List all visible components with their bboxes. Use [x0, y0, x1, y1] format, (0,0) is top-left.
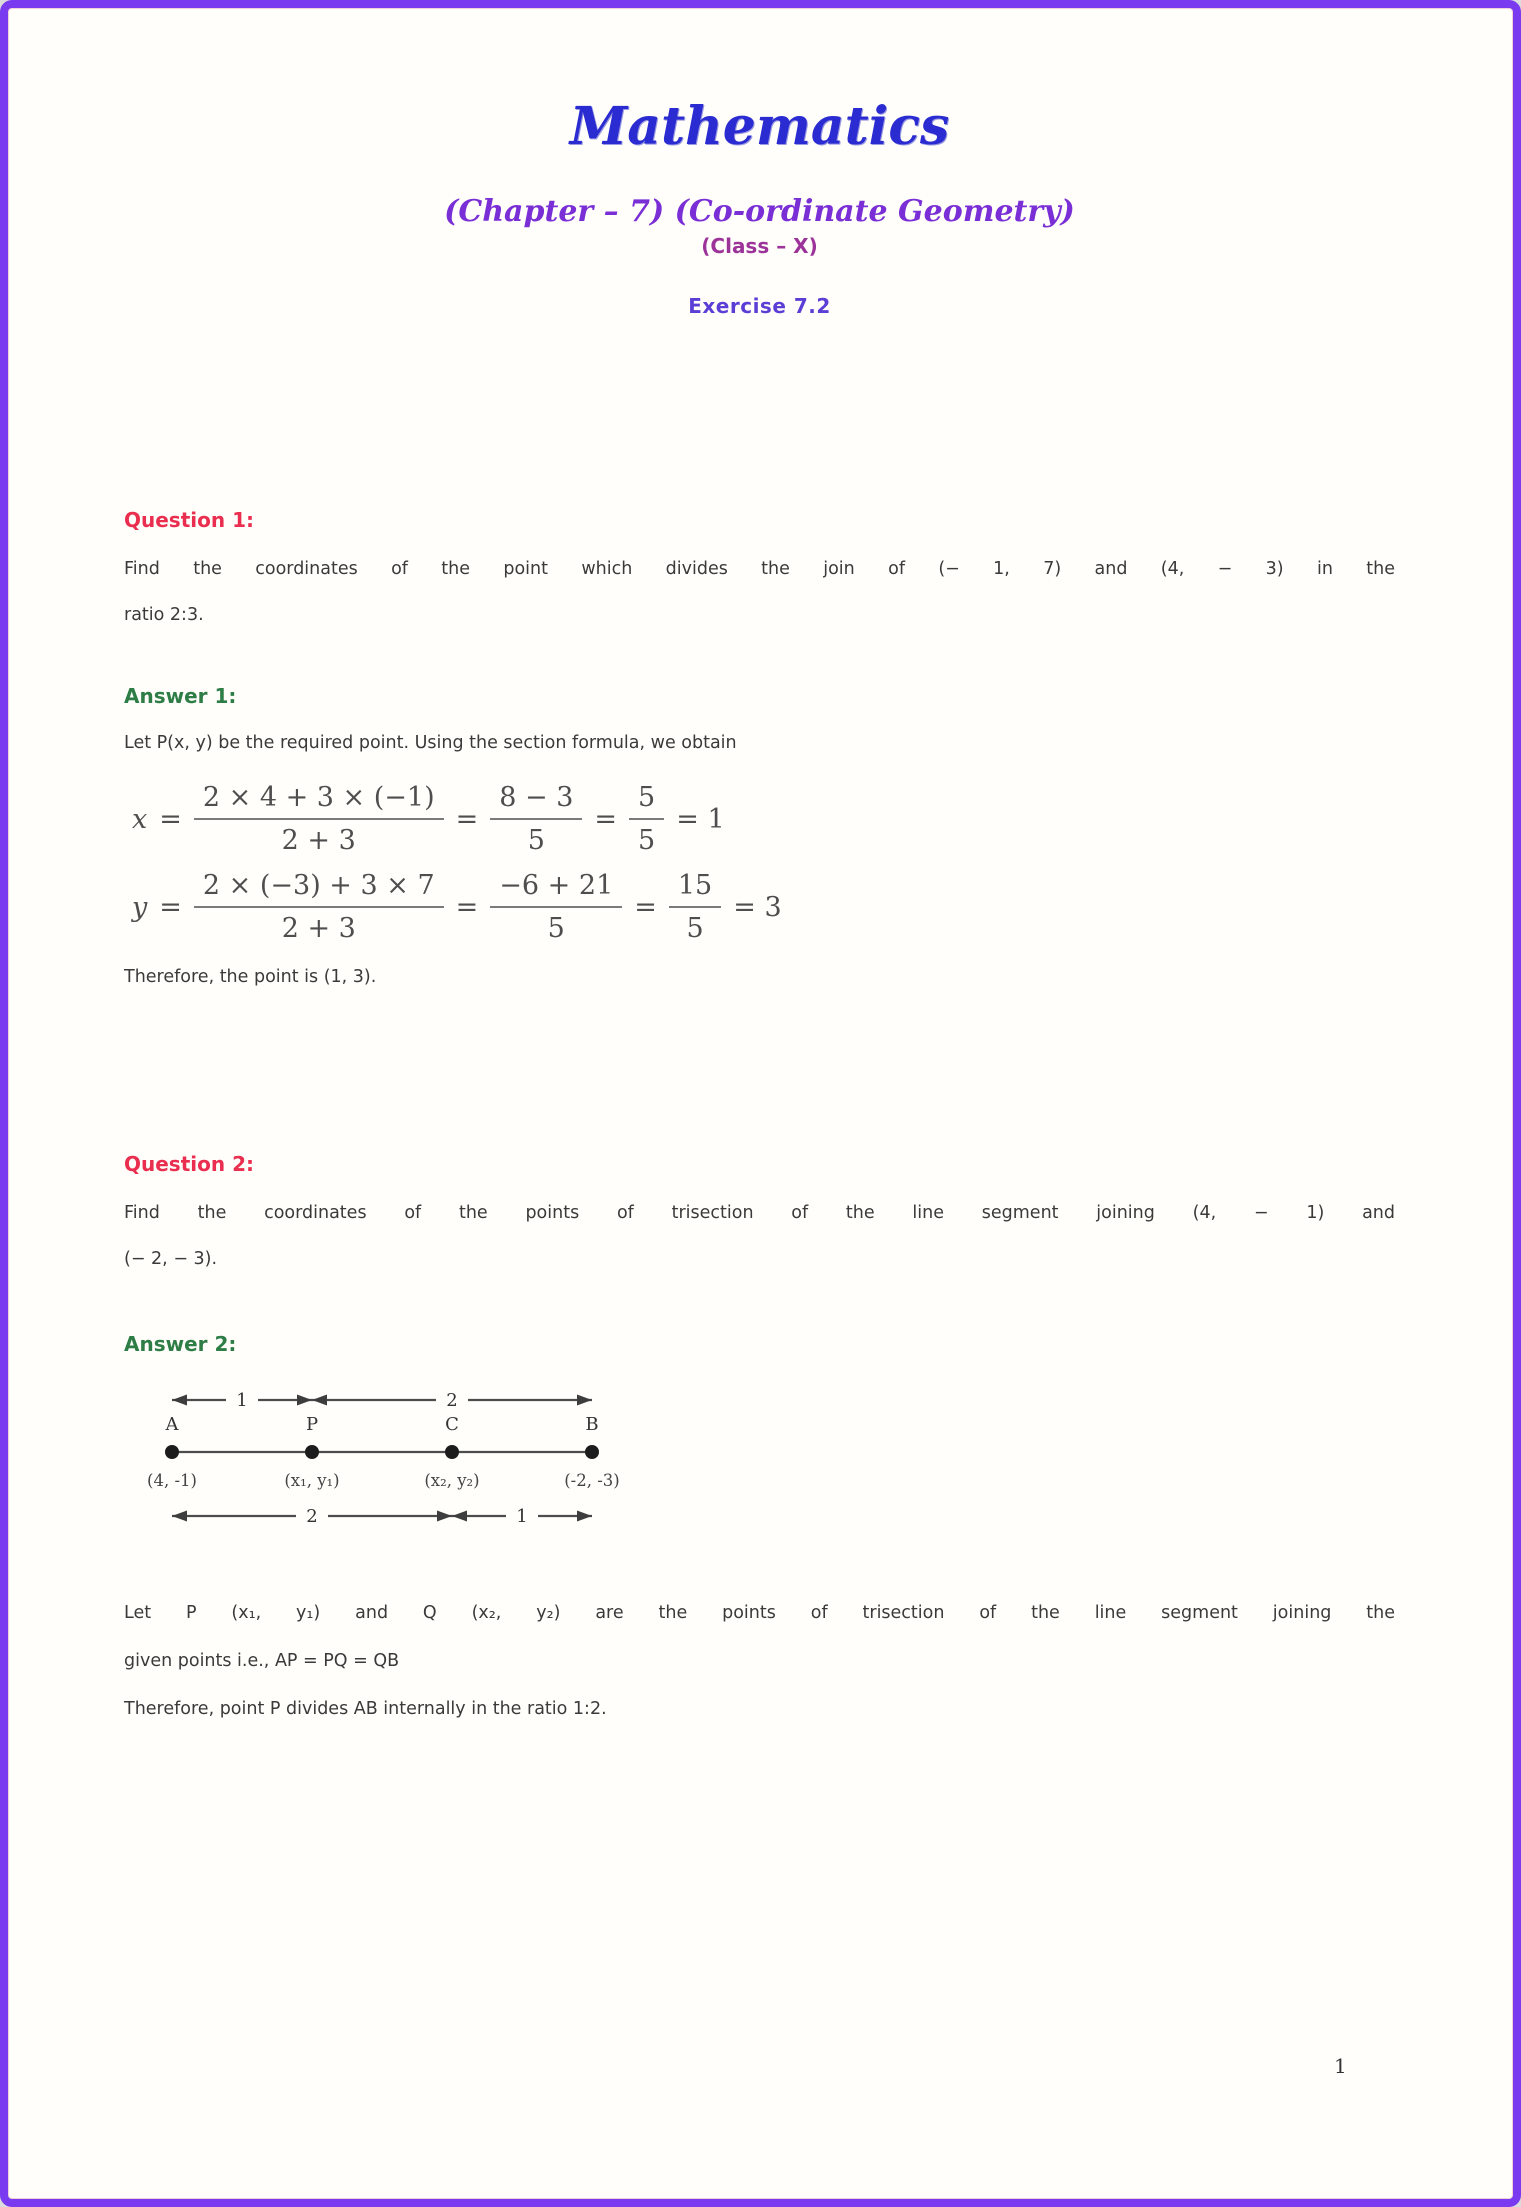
answer-2-line-2: given points i.e., AP = PQ = QB	[124, 1651, 400, 1671]
fraction	[490, 782, 582, 856]
equals-sign: =	[455, 891, 479, 923]
diagram-arrowhead	[452, 1511, 467, 1522]
diagram-arrowhead	[312, 1395, 327, 1406]
exercise-heading: Exercise 7.2	[688, 294, 831, 318]
answer-2-heading: Answer 2:	[124, 1332, 237, 1356]
diagram-point-coord: (4, -1)	[147, 1471, 197, 1490]
answer-2-line-1: Let P (x₁, y₁) and Q (x₂, y₂) are the points of trisection of the line segment joining the	[124, 1603, 1395, 1623]
question-1-line-2: ratio 2:3.	[124, 605, 204, 625]
diagram-point-dot	[165, 1445, 179, 1459]
diagram-ratio-label: 2	[306, 1506, 318, 1527]
diagram-point-coord: (-2, -3)	[564, 1471, 620, 1490]
fraction-denominator: 5	[547, 913, 565, 944]
fraction	[490, 870, 622, 944]
question-1-line-1: Find the coordinates of the point which divides the join of (− 1, 7) and (4, − 3) in the	[124, 559, 1395, 579]
diagram-arrowhead	[577, 1511, 592, 1522]
formula-y-result: = 3	[733, 891, 782, 923]
trisection-diagram	[147, 1370, 1395, 1535]
fraction-numerator: 2 × 4 + 3 × (−1)	[194, 782, 444, 820]
diagram-arrowhead	[577, 1395, 592, 1406]
question-2-line-1: Find the coordinates of the points of trisection of the line segment joining (4, − 1) and	[124, 1203, 1395, 1223]
equals-sign: =	[159, 803, 182, 835]
answer-2-paragraph	[124, 1589, 1395, 1733]
diagram-point-label: P	[305, 1414, 319, 1435]
formula-y-variable: y	[132, 891, 148, 923]
question-1-heading: Question 1:	[124, 508, 254, 532]
fraction-denominator: 2 + 3	[281, 913, 356, 944]
equals-sign: =	[159, 891, 182, 923]
diagram-point-coord: (x₁, y₁)	[284, 1471, 340, 1490]
diagram-point-dot	[445, 1445, 459, 1459]
answer-1-conclusion: Therefore, the point is (1, 3).	[124, 967, 377, 987]
diagram-arrowhead	[172, 1395, 187, 1406]
diagram-point-dot	[305, 1445, 319, 1459]
formula-y	[132, 870, 1395, 944]
fraction-numerator: 15	[669, 870, 721, 908]
diagram-point-label: A	[165, 1414, 179, 1435]
equals-sign: =	[455, 803, 479, 835]
trisection-diagram-svg	[147, 1370, 624, 1535]
answer-1-heading: Answer 1:	[124, 684, 237, 708]
fraction-denominator: 5	[527, 825, 545, 856]
fraction	[629, 782, 664, 856]
diagram-point-label: C	[445, 1414, 459, 1435]
formula-x-result: = 1	[676, 803, 725, 835]
diagram-point-dot	[585, 1445, 599, 1459]
answer-1-intro: Let P(x, y) be the required point. Using the section formula, we obtain	[124, 733, 737, 753]
diagram-arrowhead	[172, 1511, 187, 1522]
fraction	[669, 870, 721, 944]
equals-sign: =	[594, 803, 618, 835]
fraction-denominator: 2 + 3	[281, 825, 356, 856]
diagram-ratio-label: 2	[446, 1390, 458, 1411]
equals-sign: =	[634, 891, 657, 923]
question-2-line-2: (− 2, − 3).	[124, 1249, 218, 1269]
diagram-point-coord: (x₂, y₂)	[424, 1471, 480, 1490]
diagram-ratio-label: 1	[236, 1390, 248, 1411]
diagram-arrowhead	[437, 1511, 452, 1522]
diagram-point-label: B	[585, 1414, 599, 1435]
page-number: 1	[1334, 2054, 1347, 2078]
question-2-heading: Question 2:	[124, 1152, 254, 1176]
question-2-text	[124, 1190, 1395, 1282]
question-1-text	[124, 546, 1395, 638]
diagram-ratio-label: 1	[516, 1506, 528, 1527]
page-content	[8, 8, 1513, 1733]
answer-2-line-3: Therefore, point P divides AB internally in the ratio 1:2.	[124, 1699, 607, 1719]
chapter-subtitle: (Chapter – 7) (Co-ordinate Geometry)	[444, 194, 1075, 229]
formula-x-variable: x	[132, 803, 148, 835]
page-title: Mathematics	[569, 96, 950, 157]
fraction-numerator: 5	[629, 782, 664, 820]
diagram-arrowhead	[297, 1395, 312, 1406]
fraction-numerator: 8 − 3	[490, 782, 582, 820]
fraction-denominator: 5	[638, 825, 656, 856]
fraction-denominator: 5	[686, 913, 704, 944]
fraction	[194, 782, 444, 856]
fraction-numerator: −6 + 21	[490, 870, 622, 908]
formula-x	[132, 782, 1395, 856]
fraction-numerator: 2 × (−3) + 3 × 7	[194, 870, 444, 908]
fraction	[194, 870, 444, 944]
class-line: (Class – X)	[701, 234, 818, 258]
